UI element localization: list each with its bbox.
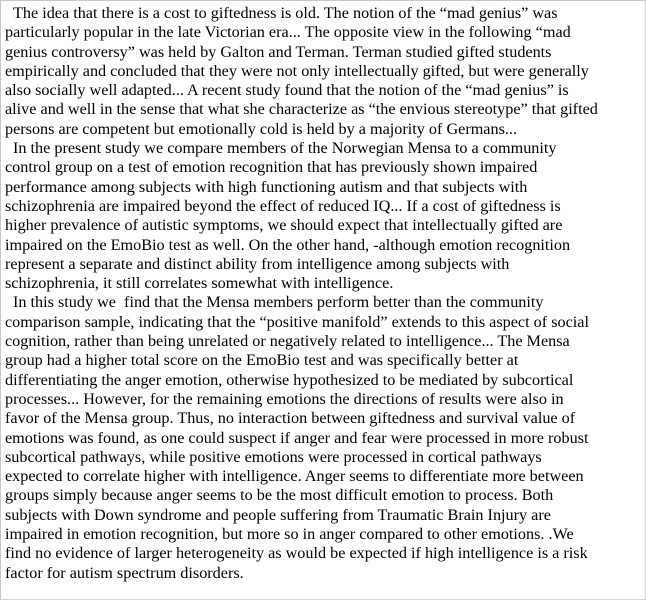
paragraph-2-line-7: represent a separate and distinct ability from intelligence among subjects with [5, 254, 510, 273]
paragraph-3-line-1: In this study we find that the Mensa members perform better than the community [13, 293, 544, 312]
paragraph-1-line-5: also socially well adapted... A recent study found that the notion of the “mad genius” is [5, 81, 569, 100]
paragraph-2-line-6: impaired on the EmoBio test as well. On the other hand, -although emotion recognition [5, 235, 571, 254]
paragraph-2-line-2: control group on a test of emotion recognition that has previously shown impaired [5, 158, 538, 177]
paragraph-2-line-8: schizophrenia, it still correlates somewhat with intelligence. [5, 274, 394, 293]
paragraph-3-line-13: impaired in emotion recognition, but more so in anger compared to other emotions. .We [5, 525, 574, 544]
paragraph-1-line-2: particularly popular in the late Victorian era... The opposite view in the following “mad [5, 23, 571, 42]
paragraph-3-line-11: groups simply because anger seems to be the most difficult emotion to process. Both [5, 486, 554, 505]
paragraph-3-line-5: differentiating the anger emotion, otherwise hypothesized to be mediated by subcortical [5, 370, 574, 389]
paragraph-3-line-14: find no evidence of larger heterogeneity as would be expected if high intelligence is a risk [5, 544, 588, 563]
paragraph-3-line-8: emotions was found, as one could suspect if anger and fear were processed in more robust [5, 428, 589, 447]
paragraph-3-line-12: subjects with Down syndrome and people suffering from Traumatic Brain Injury are [5, 505, 551, 524]
paragraph-3-line-4: group had a higher total score on the EmoBio test and was specifically better at [5, 351, 519, 370]
paragraph-2-line-3: performance among subjects with high functioning autism and that subjects with [5, 177, 528, 196]
paragraph-3-line-10: expected to correlate higher with intelligence. Anger seems to differentiate more between [5, 467, 584, 486]
paragraph-1-line-7: persons are competent but emotionally cold is held by a majority of Germans... [5, 119, 518, 138]
paragraph-2-line-4: schizophrenia are impaired beyond the effect of reduced IQ... If a cost of giftedness is [5, 196, 561, 215]
paragraph-3-line-3: cognition, rather than being unrelated or negatively related to intelligence... The Mensa [5, 332, 570, 351]
paragraph-3-line-9: subcortical pathways, while positive emotions were processed in cortical pathways [5, 447, 542, 466]
paragraph-1-line-4: empirically and concluded that they were not only intellectually gifted, but were generally [5, 61, 589, 80]
paragraph-3-line-15: factor for autism spectrum disorders. [5, 563, 244, 582]
paragraph-3-line-2: comparison sample, indicating that the “positive manifold” extends to this aspect of social [5, 312, 589, 331]
document-body [5, 4, 645, 583]
paragraph-1-line-3: genius controversy” was held by Galton and Terman. Terman studied gifted students [5, 42, 552, 61]
paragraph-2-line-1: In the present study we compare members of the Norwegian Mensa to a community [13, 139, 557, 158]
paragraph-2-line-5: higher prevalence of autistic symptoms, we should expect that intellectually gifted are [5, 216, 563, 235]
paragraph-1-line-6: alive and well in the sense that what she characterize as “the envious stereotype” that gifted [5, 100, 598, 119]
paragraph-3-line-7: favor of the Mensa group. Thus, no interaction between giftedness and survival value of [5, 409, 576, 428]
paragraph-1-line-1: The idea that there is a cost to giftedness is old. The notion of the “mad genius” was [13, 4, 558, 22]
paragraph-3-line-6: processes... However, for the remaining emotions the directions of results were also in [5, 389, 564, 408]
